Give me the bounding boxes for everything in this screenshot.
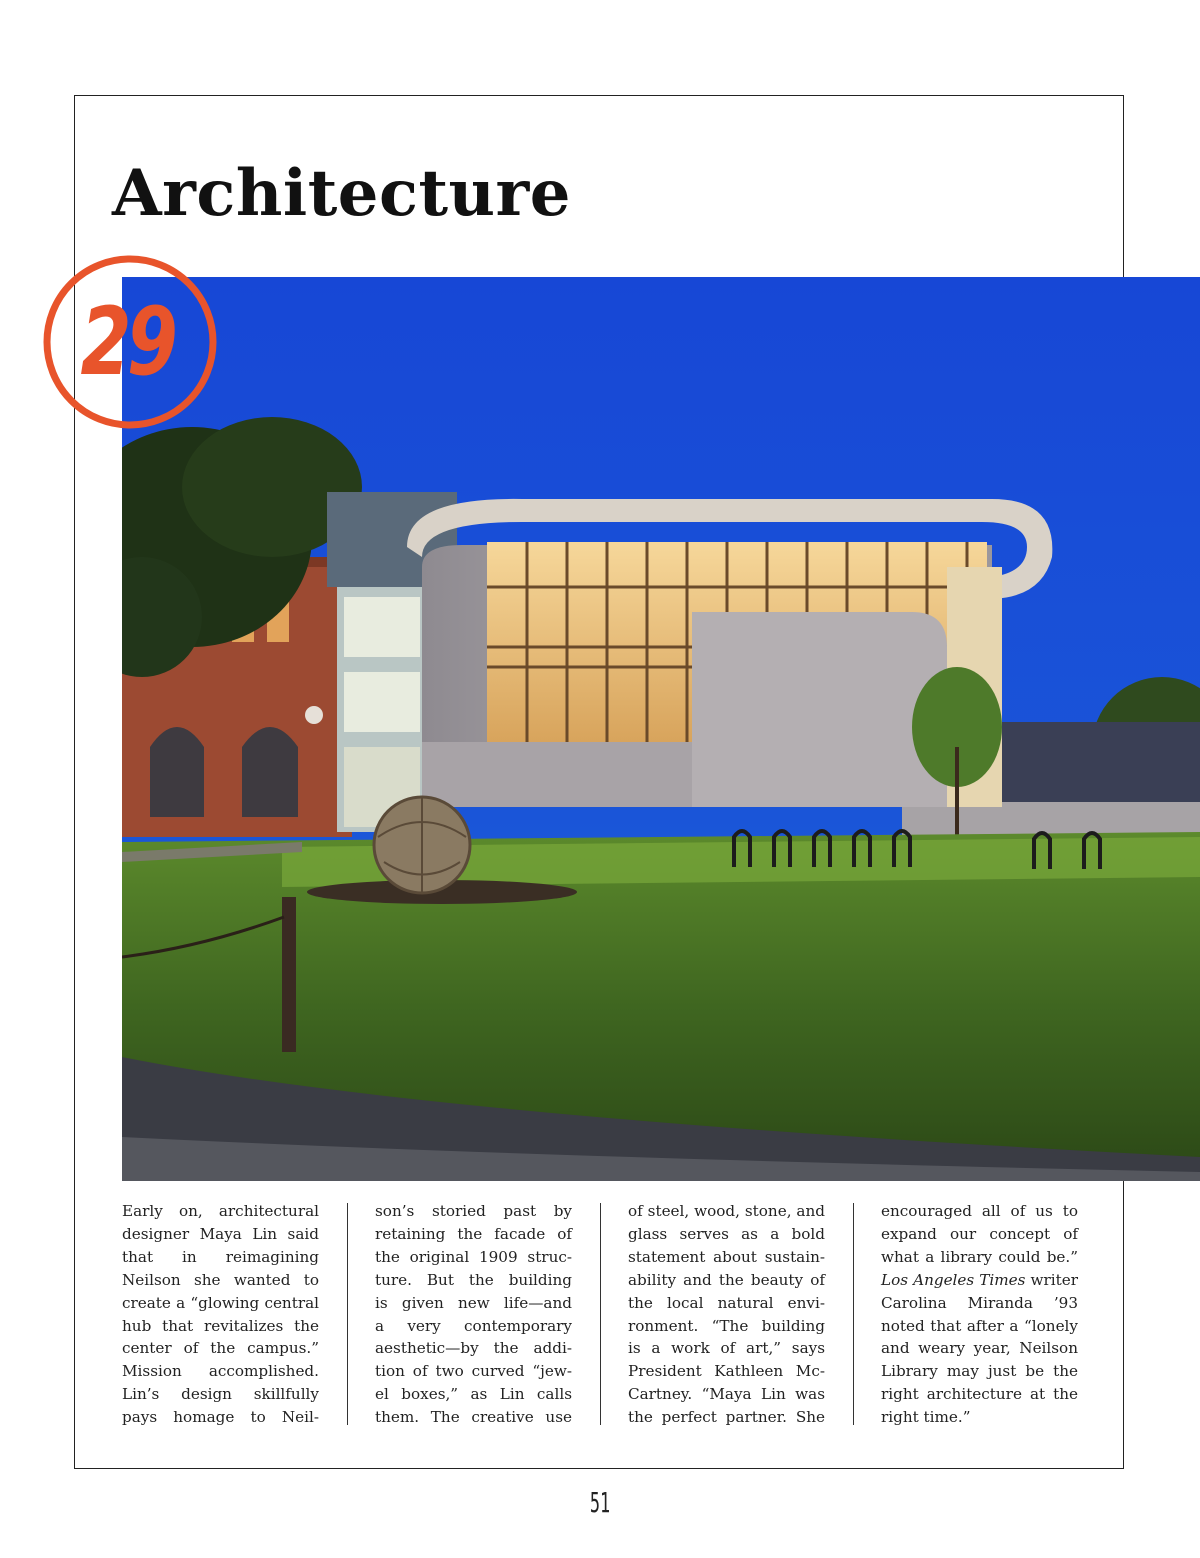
article-column-4	[881, 1200, 1078, 1426]
column-line: tion of two curved “jew-	[375, 1362, 572, 1381]
column-line: statement about sustain-	[628, 1247, 825, 1266]
column-divider	[347, 1203, 348, 1425]
column-line: Cartney. “Maya Lin was	[628, 1385, 825, 1404]
column-line: el boxes,” as Lin calls	[375, 1385, 572, 1404]
column-line: Los Angeles Times writer	[881, 1270, 1078, 1289]
column-line: them. The creative use	[375, 1408, 572, 1427]
column-line: aesthetic—by the addi-	[375, 1339, 572, 1358]
column-line: encouraged all of us to	[881, 1202, 1078, 1220]
column-line: the local natural envi-	[628, 1293, 825, 1312]
badge-number: 29	[80, 287, 174, 397]
column-line: what a library could be.”	[881, 1247, 1078, 1266]
column-line: designer Maya Lin said	[122, 1224, 319, 1243]
column-line: create a “glowing central	[122, 1293, 319, 1312]
page-number: 51	[589, 1486, 611, 1519]
page-title: Architecture	[112, 156, 571, 231]
column-line: right architecture at the	[881, 1385, 1078, 1404]
column-line: that in reimagining	[122, 1247, 319, 1266]
column-line: son’s storied past by	[375, 1202, 572, 1220]
column-line: ability and the beauty of	[628, 1270, 825, 1289]
column-line: ture. But the building	[375, 1270, 572, 1289]
column-line: hub that revitalizes the	[122, 1316, 319, 1335]
column-line: Mission accomplished.	[122, 1362, 319, 1381]
column-line: Lin’s design skillfully	[122, 1385, 319, 1404]
column-line: is given new life—and	[375, 1293, 572, 1312]
column-line: President Kathleen Mc-	[628, 1362, 825, 1381]
column-line: expand our concept of	[881, 1224, 1078, 1243]
column-line: Carolina Miranda ’93	[881, 1293, 1078, 1312]
article-column-2	[375, 1200, 572, 1426]
building-photo	[122, 277, 1200, 1181]
column-line: center of the campus.”	[122, 1339, 319, 1358]
number-badge	[40, 252, 220, 432]
column-line: ronment. “The building	[628, 1316, 825, 1335]
column-line: a very contemporary	[375, 1316, 572, 1335]
library-building-illustration	[122, 277, 1200, 1181]
column-line: the perfect partner. She	[628, 1408, 825, 1427]
column-line: the original 1909 struc-	[375, 1247, 572, 1266]
column-line: Early on, architectural	[122, 1202, 319, 1220]
article-column-3	[628, 1200, 825, 1426]
column-line: pays homage to Neil-	[122, 1408, 319, 1427]
column-line: of steel, wood, stone, and	[628, 1202, 825, 1220]
article-column-1	[122, 1200, 319, 1426]
column-line: right time.”	[881, 1408, 971, 1427]
column-line: Neilson she wanted to	[122, 1270, 319, 1289]
column-line: is a work of art,” says	[628, 1339, 825, 1358]
column-divider	[853, 1203, 854, 1425]
column-line: noted that after a “lonely	[881, 1316, 1078, 1335]
column-line: Library may just be the	[881, 1362, 1078, 1381]
column-line: glass serves as a bold	[628, 1224, 825, 1243]
column-line: and weary year, Neilson	[881, 1339, 1078, 1358]
column-line: retaining the facade of	[375, 1224, 572, 1243]
column-divider	[600, 1203, 601, 1425]
